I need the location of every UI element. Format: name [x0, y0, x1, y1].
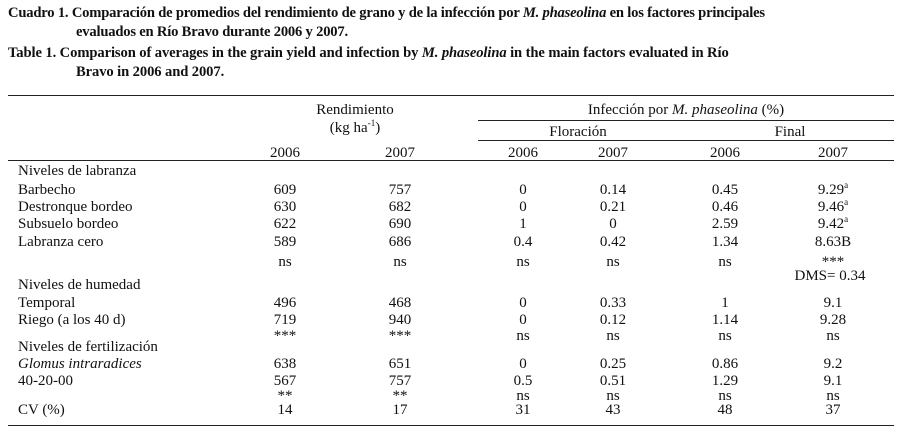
row-label: CV (%) [18, 402, 65, 418]
table-cell: 940 [388, 312, 412, 328]
table-cell: DMS= 0.34 [794, 268, 866, 284]
table-cell: 0.21 [599, 199, 627, 215]
caption-es-pre: Comparación de promedios del rendimiento de grano y de la infección por [71, 5, 523, 21]
caption-en-line2: Bravo in 2006 and 2007. [76, 64, 225, 80]
header-year: 2007 [818, 145, 848, 161]
group-label: Niveles de humedad [18, 277, 141, 293]
table-cell: ** [277, 388, 293, 404]
table-cell: 48 [717, 402, 733, 418]
table-cell: 609 [273, 182, 297, 198]
table-cell: 496 [273, 295, 297, 311]
header-final: Final [774, 124, 806, 140]
table-cell: 682 [388, 199, 412, 215]
caption-es-species: M. phaseolina [522, 5, 607, 21]
table-cell: 9.29$^a$ [817, 180, 849, 198]
header-year: 2006 [270, 145, 300, 161]
caption-es-line2: evaluados en Río Bravo durante 2006 y 2007. [76, 24, 348, 40]
table-cell: 630 [273, 199, 297, 215]
table-cell: 0.86 [711, 356, 739, 372]
table-cell: ns [606, 254, 620, 270]
table-cell: ns [606, 328, 620, 344]
table-cell: ns [606, 388, 620, 404]
table-cell: 1.34 [711, 234, 739, 250]
table-cell: 0 [519, 199, 527, 215]
table-cell: 690 [388, 216, 412, 232]
group-label: Niveles de labranza [18, 163, 137, 179]
table-cell: ** [392, 388, 408, 404]
table-cell: 0.12 [599, 312, 627, 328]
table-cell: 0 [519, 182, 527, 198]
caption-en-species: M. phaseolina [421, 45, 507, 61]
subheader-rule [478, 140, 894, 141]
header-year: 2006 [710, 145, 740, 161]
table-cell: 1 [519, 216, 527, 232]
table-cell: 0.45 [711, 182, 739, 198]
table-cell: 8.63B [814, 234, 852, 250]
table-cell: 0 [609, 216, 617, 232]
table-cell: *** [273, 328, 297, 344]
bottom-rule [8, 425, 894, 426]
header-year: 2007 [598, 145, 628, 161]
table-cell: ns [718, 254, 732, 270]
caption-en-post: in the main factors evaluated in Río [506, 45, 729, 61]
header-infeccion: Infección por M. phaseolina (%) [587, 102, 785, 118]
header-unit: (kg $ha^{-1}$) [329, 118, 381, 136]
group-label: Niveles de fertilización [18, 339, 158, 355]
superscript-mark: a [844, 197, 849, 207]
table-cell: 9.42$^a$ [817, 214, 849, 232]
table-cell: ns [393, 254, 407, 270]
table-cell: 757 [388, 373, 412, 389]
top-rule [8, 95, 894, 96]
superscript-mark: a [844, 214, 849, 224]
table-cell: *** [821, 254, 845, 270]
table-cell: 686 [388, 234, 412, 250]
table-cell: 9.28 [819, 312, 847, 328]
table-cell: 17 [392, 402, 408, 418]
row-label: Destronque bordeo [18, 199, 133, 215]
row-label: Labranza cero [18, 234, 104, 250]
table-cell: 0 [519, 295, 527, 311]
table-cell: 0 [519, 356, 527, 372]
table-cell: 0.14 [599, 182, 627, 198]
row-label: Barbecho [18, 182, 76, 198]
infection-rule [478, 120, 894, 121]
table-cell: ns [718, 388, 732, 404]
table-cell: 0.4 [513, 234, 533, 250]
table-cell: 567 [273, 373, 297, 389]
table-cell: 14 [277, 402, 293, 418]
header-floracion: Floración [549, 124, 607, 140]
row-label: 40-20-00 [18, 373, 73, 389]
table-cell: 468 [388, 295, 412, 311]
row-label: Glomus intraradices [18, 356, 142, 372]
table-cell: 589 [273, 234, 297, 250]
table-cell: 638 [273, 356, 297, 372]
table-cell: 0.46 [711, 199, 739, 215]
superscript-mark: a [844, 180, 849, 190]
caption-es-label: Cuadro 1. [8, 5, 69, 21]
table-cell: ns [516, 388, 530, 404]
table-cell: 719 [273, 312, 297, 328]
table-cell: *** [388, 328, 412, 344]
caption-spanish [8, 4, 896, 42]
table-cell: 651 [388, 356, 412, 372]
table-cell: 9.46$^a$ [817, 197, 849, 215]
table-cell: ns [826, 328, 840, 344]
table-cell: ns [718, 328, 732, 344]
table-cell: 9.2 [823, 356, 843, 372]
table-cell: 1.14 [711, 312, 739, 328]
caption-en-pre: Table 1. Comparison of averages in the grain yield and infection by [8, 45, 422, 61]
row-label: Temporal [18, 295, 76, 311]
table-cell: 37 [825, 402, 841, 418]
table-cell: 0.25 [599, 356, 627, 372]
table-cell: 0.42 [599, 234, 627, 250]
table-cell: 9.1 [823, 373, 843, 389]
table-cell: 43 [605, 402, 621, 418]
header-rendimiento: Rendimiento [316, 102, 394, 118]
table-cell: ns [826, 388, 840, 404]
table-cell: 0.51 [599, 373, 627, 389]
table-cell: 0.5 [513, 373, 533, 389]
table-cell: 0.33 [599, 295, 627, 311]
header-year: 2007 [385, 145, 415, 161]
table-cell: ns [516, 328, 530, 344]
table-cell: 757 [388, 182, 412, 198]
caption-english [8, 44, 896, 82]
table-cell: ns [278, 254, 292, 270]
table-cell: 1.29 [711, 373, 739, 389]
header-year: 2006 [508, 145, 538, 161]
table-cell: 31 [515, 402, 531, 418]
table-cell: ns [516, 254, 530, 270]
table-cell: 622 [273, 216, 297, 232]
table-cell: 2.59 [711, 216, 739, 232]
caption-es-post: en los factores principales [606, 5, 765, 21]
table-cell: 9.1 [823, 295, 843, 311]
row-label: Riego (a los 40 d) [18, 312, 126, 328]
row-label: Subsuelo bordeo [18, 216, 119, 232]
table-cell: 1 [721, 295, 729, 311]
table-cell: 0 [519, 312, 527, 328]
